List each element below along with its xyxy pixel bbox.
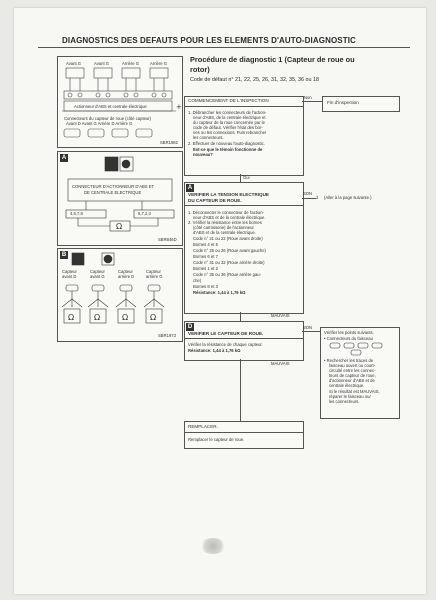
flow-connector	[240, 359, 241, 421]
check-line: teurs de capteur de roue,	[329, 373, 376, 378]
question-line: Est-ce que le témoin fonctionne de	[193, 147, 263, 152]
step-letter: A	[187, 185, 193, 191]
scan-smudge	[200, 538, 226, 554]
wheel-label: Avant G	[66, 61, 82, 66]
svg-text:Ω: Ω	[116, 222, 123, 231]
step-line: du capteur de la roue concernée par le	[193, 120, 265, 125]
step-line: Bornes 4 et 5	[193, 242, 218, 247]
replace-title: REMPLACER.	[188, 424, 218, 429]
step-a-box	[184, 182, 304, 314]
fault-codes: Code de défaut n° 21, 22, 25, 26, 31, 32, 35, 36 ou 18	[190, 77, 319, 83]
diagram-a	[57, 151, 183, 246]
end-inspection-box	[322, 96, 400, 112]
flow-connector	[240, 312, 241, 321]
step-line: les connecteurs.	[193, 135, 224, 140]
end-label: Fin d'inspection	[327, 100, 359, 105]
step-d-box	[184, 321, 304, 361]
connector-caption: Avant D Avant G Arrière D Arrière G	[66, 121, 133, 126]
step-line: Bornes 8 et 3	[193, 284, 218, 289]
check-line: circuité entre les connec-	[329, 368, 376, 373]
sensor-wiring-schematic	[58, 57, 182, 147]
branch-label-ok: BON	[303, 325, 313, 330]
svg-text:Ω: Ω	[68, 313, 75, 322]
step-title: VERIFIER LE CAPTEUR DE ROUE.	[188, 331, 264, 336]
check-line: • Connecteurs du faisceau	[324, 336, 373, 341]
step-line: Bornes 1 et 2	[193, 266, 218, 271]
connector-caption: Connecteurs du capteur de roue (côté capteur)	[64, 116, 152, 121]
branch-label-yes: Oui	[243, 175, 250, 180]
page-ref-number: 2	[316, 195, 319, 200]
step-line: Code n° 21 ou 22 (Roue avant droite)	[193, 236, 263, 241]
step-line: code de défaut. Vérifier l'état des bor-	[193, 125, 263, 130]
step-line: Bornes 6 et 7	[193, 254, 218, 259]
diagram-letter: B	[61, 252, 67, 258]
diagram-ref: SBR846D	[158, 237, 177, 242]
branch-label-no: Non	[304, 95, 312, 100]
check-line: faisceau ouvert ou court-	[329, 363, 376, 368]
ok-branch-line	[302, 331, 320, 332]
pins-left: 4,6,7,8	[70, 211, 83, 216]
step-title: DU CAPTEUR DE ROUE.	[188, 198, 242, 203]
svg-text:Ω: Ω	[94, 313, 101, 322]
diagram-ref: SBR1982	[160, 140, 178, 145]
step-line: che)	[193, 278, 202, 283]
meter-icon	[58, 152, 182, 245]
branch-label-ok: BON	[303, 191, 313, 196]
diagram-letter: A	[61, 155, 67, 161]
wheel-label: Arrière G	[122, 61, 139, 66]
connector-box-label: CONNECTEUR D'ACTIONNEUR D'ABS ET	[72, 184, 155, 189]
check-line: • Rechercher les traces de	[324, 358, 374, 363]
check-line: centrale électrique.	[329, 383, 365, 388]
wheel-label: Avant G	[94, 61, 110, 66]
step-line: Code n° 31 ou 32 (Roue arrière droite)	[193, 260, 265, 265]
step-line: (côté carrosserie) de l'actionneur	[193, 225, 254, 230]
no-branch-line	[302, 101, 322, 102]
step-line: nes ou les connexions. Puis rebrancher	[193, 130, 267, 135]
step-line: Code n° 25 ou 26 (Roue avant gauche)	[193, 248, 266, 253]
procedure-title: Procédure de diagnostic 1 (Capteur de roue ou	[190, 55, 355, 64]
step-line: Résistance: 1,44 à 1,76 kΩ	[188, 348, 241, 353]
step-line: d'ABS et de la centrale électrique.	[193, 230, 256, 235]
step-line: 1. Déconnecter le connecteur de l'action-	[188, 210, 264, 215]
procedure-title: rotor)	[190, 65, 210, 74]
ok-branch-line	[302, 198, 316, 199]
replace-text: Remplacer le capteur de roue.	[188, 437, 245, 442]
flow-connector	[240, 174, 241, 182]
step-line: Code n° 35 ou 36 (Roue arrière gau-	[193, 272, 262, 277]
connector-icons	[321, 342, 399, 356]
step-line: 2. Vérifier la résistance entre les bornes	[188, 220, 262, 225]
step-letter: D	[187, 324, 193, 330]
branch-label-bad: MAUVAIS	[271, 313, 290, 318]
question-line: nouveau?	[193, 152, 213, 157]
sensor-label: Capteur arrière G	[146, 269, 163, 280]
check-line: Vérifier les points suivants.	[324, 330, 374, 335]
step-title: VERIFIER LA TENSION ELECTRIQUE	[188, 192, 269, 197]
sensor-label: Capteur avant D	[62, 269, 77, 280]
diagram-caption: Actionneur d'ABS et centrale électrique	[74, 104, 147, 109]
svg-text:Ω: Ω	[122, 313, 129, 322]
start-inspection-box	[184, 96, 304, 176]
wheel-label: Arrière G	[150, 61, 167, 66]
pins-right: 5,7,2,3	[138, 211, 151, 216]
next-page-note: (Aller à la page suivante.)	[324, 195, 372, 200]
diagram-b	[57, 248, 183, 342]
check-line: réparer le faisceau ou/	[329, 394, 371, 399]
step-line: neur d'ABS, de la centrale électrique et	[193, 115, 266, 120]
check-line: d'actionneur d'ABS et de	[329, 378, 375, 383]
step-line: neur d'ABS et de la centrale électrique.	[193, 215, 266, 220]
svg-text:+: +	[176, 103, 182, 111]
check-line: les connecteurs.	[329, 399, 360, 404]
sensor-label: Capteur avant G	[90, 269, 105, 280]
step-line: 2. Effectuer de nouveau l'auto-diagnostic.	[188, 141, 265, 146]
branch-label-bad: MAUVAIS	[271, 361, 290, 366]
page-header: DIAGNOSTICS DES DEFAUTS POUR LES ELEMENTS D'AUTO-DIAGNOSTIC	[62, 36, 356, 45]
step-line: Résistance: 1,44 à 1,76 kΩ	[193, 290, 246, 295]
svg-text:Ω: Ω	[150, 313, 157, 322]
connector-box-label: DE CENTRALE ELECTRIQUE	[84, 190, 142, 195]
header-rule	[38, 47, 410, 48]
replace-box	[184, 421, 304, 449]
top-wiring-diagram	[57, 56, 183, 148]
diagram-ref: SBR1973	[158, 333, 176, 338]
sensor-check-schematic	[58, 249, 182, 341]
harness-check-box	[320, 327, 400, 419]
step-line: Vérifier la résistance de chaque capteur.	[188, 342, 263, 347]
sensor-label: Capteur arrière D	[118, 269, 135, 280]
box-title: COMMENCEMENT DE L'INSPECTION	[188, 98, 269, 103]
check-line: Si le résultat est MAUVAIS,	[329, 389, 380, 394]
step-line: 1. Débrancher les connecteurs de l'action-	[188, 110, 267, 115]
